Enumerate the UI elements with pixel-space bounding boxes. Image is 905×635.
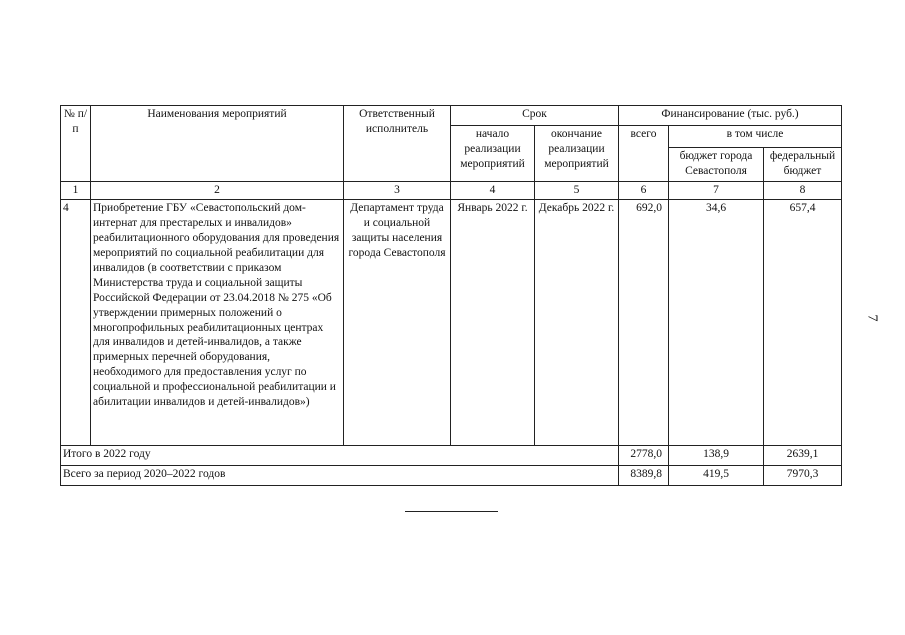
header-term-end: окончание реализации мероприятий	[535, 126, 619, 182]
column-number: 4	[451, 182, 535, 200]
subtotal-federal: 2639,1	[764, 446, 842, 466]
grand-total-row	[61, 466, 842, 486]
column-number: 1	[61, 182, 91, 200]
header-city-budget: бюджет города Севастополя	[669, 148, 764, 182]
column-number: 5	[535, 182, 619, 200]
column-number: 8	[764, 182, 842, 200]
header-total: всего	[619, 126, 669, 182]
grand-total-label: Всего за период 2020–2022 годов	[61, 466, 619, 486]
header-finance: Финансирование (тыс. руб.)	[619, 106, 842, 126]
column-numbers-row	[61, 182, 842, 200]
row-num: 4	[61, 200, 91, 446]
end-divider	[405, 511, 498, 512]
column-number: 2	[91, 182, 344, 200]
subtotal-label: Итого в 2022 году	[61, 446, 619, 466]
row-city: 34,6	[669, 200, 764, 446]
header-federal-budget: федеральный бюджет	[764, 148, 842, 182]
column-number: 3	[344, 182, 451, 200]
table-row	[61, 200, 842, 446]
header-num: № п/п	[61, 106, 91, 182]
row-total: 692,0	[619, 200, 669, 446]
row-end: Декабрь 2022 г.	[535, 200, 619, 446]
row-executor: Департамент труда и социальной защиты населения города Севастополя	[344, 200, 451, 446]
grand-total-total: 8389,8	[619, 466, 669, 486]
header-executor: Ответственный исполнитель	[344, 106, 451, 182]
subtotal-city: 138,9	[669, 446, 764, 466]
header-term-start: начало реализации мероприятий	[451, 126, 535, 182]
column-number: 6	[619, 182, 669, 200]
measures-table	[60, 105, 842, 486]
row-start: Январь 2022 г.	[451, 200, 535, 446]
row-federal: 657,4	[764, 200, 842, 446]
header-row-1	[61, 106, 842, 126]
header-including: в том числе	[669, 126, 842, 148]
header-name: Наименования мероприятий	[91, 106, 344, 182]
row-description: Приобретение ГБУ «Севастопольский дом-интернат для престарелых и инвалидов» реабилитационного оборудования для проведения мероприятий по социальной реабилитации для инвалидов (в соответствии с приказом Министерства труда и социальной защиты Российской Федерации от 23.04.2018 № 275 «Об утверждении примерных положений о многопрофильных реабилитационных центрах для инвалидов и детей-инвалидов, а также примерных перечней оборудования, необходимого для предоставления услуг по социальной и профессиональной реабилитации и абилитации инвалидов и детей-инвалидов»)	[91, 200, 344, 446]
subtotal-row	[61, 446, 842, 466]
page-number: 7	[864, 314, 880, 322]
column-number: 7	[669, 182, 764, 200]
header-term: Срок	[451, 106, 619, 126]
subtotal-total: 2778,0	[619, 446, 669, 466]
grand-total-federal: 7970,3	[764, 466, 842, 486]
grand-total-city: 419,5	[669, 466, 764, 486]
